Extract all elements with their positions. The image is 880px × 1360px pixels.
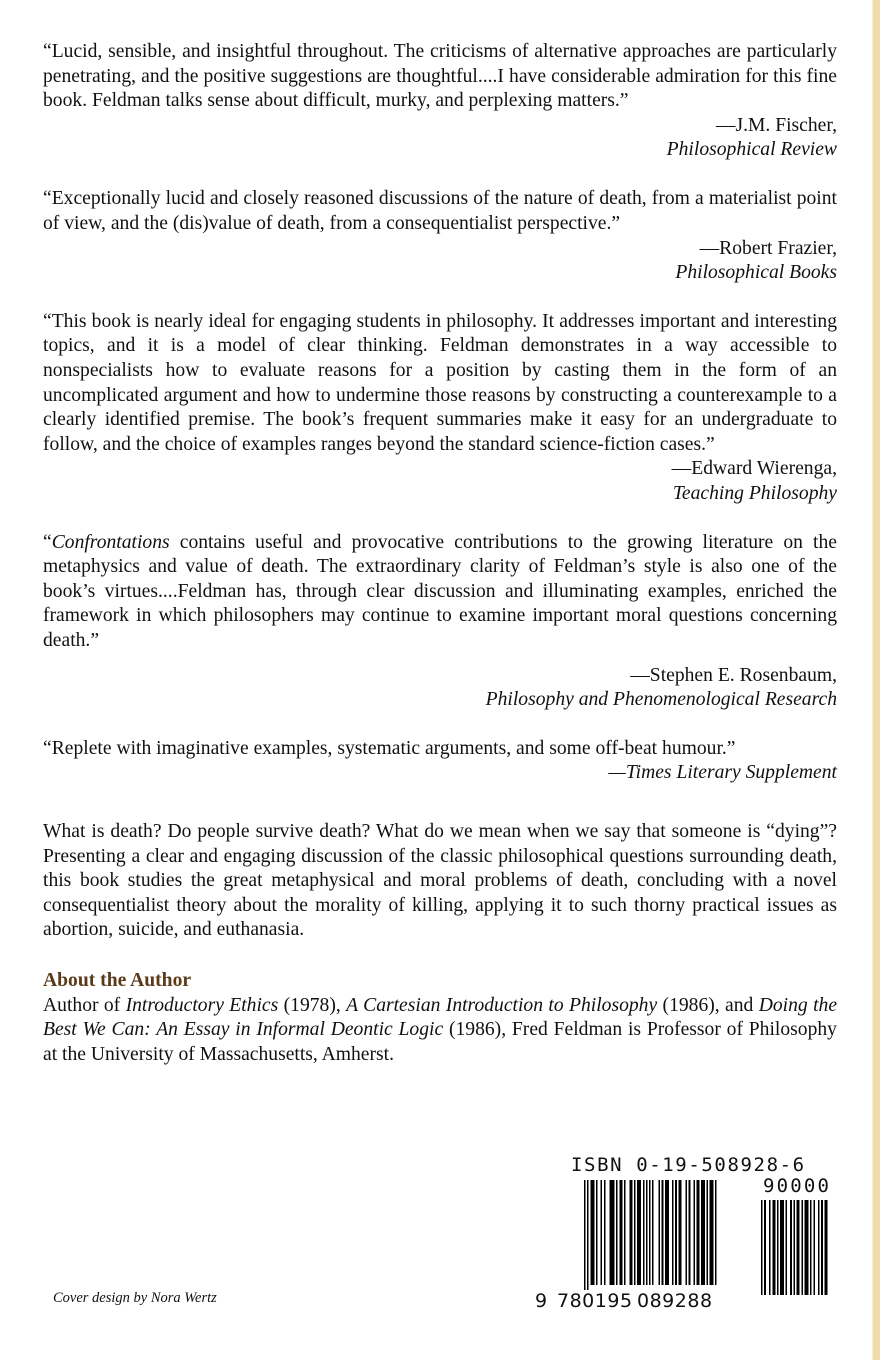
ean-left-group: 780195 bbox=[557, 1290, 633, 1312]
about-author-heading: About the Author bbox=[43, 969, 192, 991]
review-source-title: Philosophy and Phenomenological Research bbox=[485, 689, 837, 711]
barcode-bar bbox=[662, 1180, 664, 1285]
isbn-barcode bbox=[535, 1150, 855, 1320]
barcode-bar bbox=[777, 1200, 779, 1295]
text-run: (1978), bbox=[278, 994, 347, 1016]
barcode-bar bbox=[591, 1180, 595, 1285]
barcode-bar bbox=[773, 1200, 776, 1295]
barcode-bar bbox=[659, 1180, 661, 1285]
barcode-bar bbox=[634, 1180, 636, 1285]
barcode-bar bbox=[810, 1200, 812, 1295]
review-quote: “Lucid, sensible, and insightful throughout. The criticisms of alternative approaches are particularly penetrating, and the positive suggestions are thoughtful....I have considerable admiration for this fine book. Feldman talks sense about difficult, murky, and perplexing matters.” bbox=[43, 41, 837, 112]
book-description bbox=[43, 820, 837, 943]
book-title: Confrontations bbox=[51, 531, 170, 553]
review-quote: “This book is nearly ideal for engaging students in philosophy. It addresses important and interesting topics, and it is a model of clear thinking. Feldman demonstrates in a way accessible to nonspecialists how to evaluate reasons for a position by casting them in the form of an uncomplicated argument and how to undermine those reasons by constructing a counterexample to a clearly identified premise. The book’s frequent summaries make it easy for an undergraduate to follow, and the choice of examples ranges beyond the standard science-fiction cases.” bbox=[43, 310, 837, 455]
barcode-bar bbox=[601, 1180, 603, 1285]
barcode-bar bbox=[805, 1200, 809, 1295]
barcode-bar bbox=[672, 1180, 674, 1285]
text-run: (1986), Fred Feldman is Professor of Philosophy at the University of Massachusetts, Amherst. bbox=[43, 1019, 837, 1065]
book-title: Introductory Ethics bbox=[125, 994, 279, 1016]
review-1 bbox=[43, 40, 837, 163]
about-author-text bbox=[43, 994, 837, 1068]
barcode-bar bbox=[675, 1180, 677, 1285]
spine-edge-strip bbox=[873, 0, 880, 1360]
barcode-bar bbox=[790, 1200, 792, 1295]
barcode-bar bbox=[649, 1180, 651, 1285]
barcode-bar bbox=[610, 1180, 615, 1285]
barcode-bar bbox=[794, 1200, 796, 1295]
review-2 bbox=[43, 187, 837, 285]
quote-text: contains useful and provocative contributions to the growing literature on the metaphysics and value of death. The extraordinary clarity of Feldman’s style is also one of the book’s virtues....Feldman has, through clear discussion and illuminating examples, enriched the framework in which philosophers may continue to examine important moral questions concerning death.” bbox=[43, 531, 837, 651]
barcode-bar bbox=[643, 1180, 645, 1285]
barcode-bar bbox=[715, 1180, 717, 1285]
barcode-bar bbox=[652, 1180, 654, 1285]
review-source bbox=[43, 761, 837, 786]
about-author-section bbox=[43, 969, 837, 1067]
barcode-bar bbox=[780, 1200, 784, 1295]
barcode-bar bbox=[710, 1180, 714, 1285]
review-author: —Robert Frazier, bbox=[699, 237, 837, 259]
review-author: —Edward Wierenga, bbox=[671, 458, 837, 480]
barcode-bar bbox=[764, 1200, 766, 1295]
isbn-label: ISBN 0-19-508928-6 bbox=[571, 1154, 806, 1176]
barcode-bar bbox=[694, 1180, 696, 1285]
barcode-bar bbox=[802, 1200, 804, 1295]
barcode-bar bbox=[797, 1200, 800, 1295]
review-source-title: Philosophical Books bbox=[675, 262, 837, 284]
review-source bbox=[43, 688, 837, 713]
price-code: 90000 bbox=[763, 1175, 832, 1197]
barcode-bar bbox=[814, 1200, 816, 1295]
barcode-bar bbox=[825, 1200, 828, 1295]
review-author: —J.M. Fischer, bbox=[715, 114, 837, 136]
barcode-bar bbox=[701, 1180, 705, 1285]
ean-digits bbox=[535, 1290, 765, 1316]
review-source-title: Philosophical Review bbox=[666, 139, 837, 161]
barcode-bar bbox=[769, 1200, 771, 1295]
book-title: Doing the Best We Can: An Essay in Informal Deontic Logic bbox=[43, 994, 838, 1041]
barcode-bar bbox=[818, 1200, 820, 1295]
barcode-bar bbox=[679, 1180, 682, 1285]
back-cover-text bbox=[43, 40, 837, 1091]
barcode-bar bbox=[616, 1180, 618, 1285]
description-text: What is death? Do people survive death? What do we mean when we say that someone is “dying”? Presenting a clear and engaging discussion of the classic philosophical questions surrounding death, this book studies the great metaphysical and moral problems of death, concluding with a novel consequentialist theory about the morality of killing, applying it to such thorny practical issues as abortion, suicide, and euthanasia. bbox=[43, 820, 837, 941]
review-source bbox=[43, 138, 837, 163]
review-3 bbox=[43, 310, 837, 507]
barcode-bar bbox=[707, 1180, 709, 1285]
addon-bars bbox=[761, 1200, 828, 1295]
barcode-bar bbox=[686, 1180, 688, 1285]
barcode-bar bbox=[646, 1180, 648, 1285]
review-quote: “Replete with imaginative examples, systematic arguments, and some off-beat humour.” bbox=[43, 737, 736, 759]
book-title: A Cartesian Introduction to Philosophy bbox=[346, 994, 658, 1016]
ean-first-digit: 9 bbox=[535, 1290, 548, 1312]
barcode-bar bbox=[761, 1200, 763, 1295]
quote-mark: “ bbox=[43, 531, 52, 553]
review-quote: “Exceptionally lucid and closely reasoned discussions of the nature of death, from a materialist point of view, and the (dis)value of death, from a consequentialist perspective.” bbox=[43, 188, 837, 235]
review-5 bbox=[43, 737, 837, 786]
barcode-bar bbox=[596, 1180, 598, 1285]
barcode-bar bbox=[624, 1180, 626, 1285]
barcode-bar bbox=[620, 1180, 623, 1285]
review-author: —Stephen E. Rosenbaum, bbox=[630, 664, 837, 686]
barcode-bar bbox=[630, 1180, 633, 1285]
text-run: Author of bbox=[43, 994, 126, 1016]
barcode-bar bbox=[697, 1180, 700, 1285]
barcode-bar bbox=[689, 1180, 691, 1285]
review-source bbox=[43, 261, 837, 286]
review-source-title: —Times Literary Supplement bbox=[608, 762, 837, 784]
text-run: (1986), and bbox=[657, 994, 759, 1016]
review-quote bbox=[43, 531, 837, 654]
review-source-title: Teaching Philosophy bbox=[672, 483, 837, 504]
barcode-bar bbox=[786, 1200, 788, 1295]
barcode-bar bbox=[637, 1180, 641, 1285]
review-source bbox=[43, 482, 837, 507]
barcode-bar bbox=[604, 1180, 606, 1285]
barcode-bar bbox=[821, 1200, 823, 1295]
cover-credit: Cover design by Nora Wertz bbox=[53, 1290, 217, 1306]
barcode-bar bbox=[665, 1180, 669, 1285]
ean-right-group: 089288 bbox=[637, 1290, 713, 1312]
review-4 bbox=[43, 531, 837, 713]
